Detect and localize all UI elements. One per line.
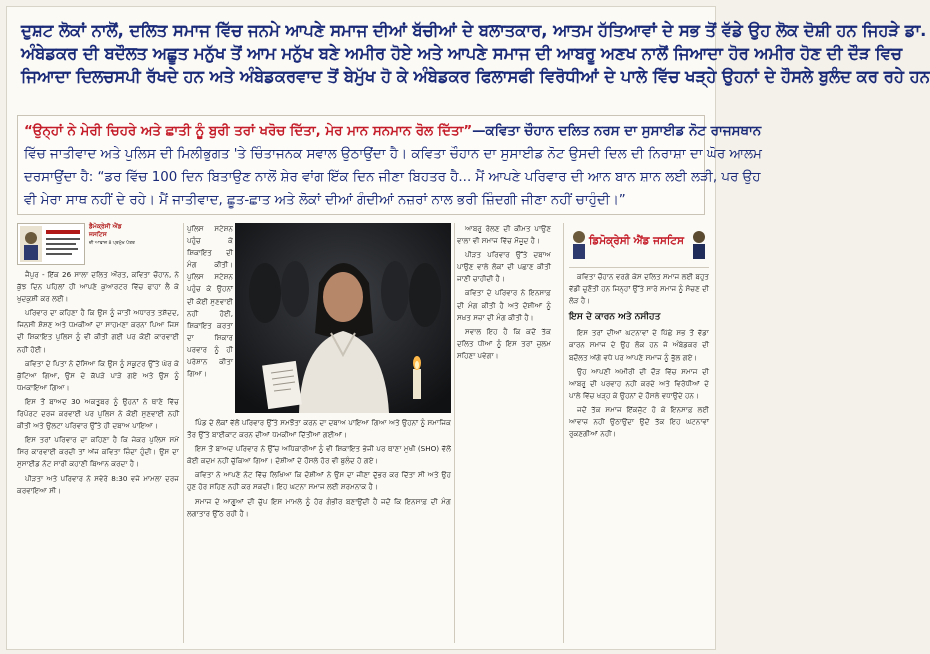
quote-line (24, 120, 762, 143)
quote-highlight: “ਉਨ੍ਹਾਂ ਨੇ ਮੇਰੀ ਚਿਹਰੇ ਅਤੇ ਛਾਤੀ ਨੂੰ ਬੁਰੀ ਤਰਾਂ ਖਰੋਚ ਦਿੱਤਾ, ਮੇਰ ਮਾਨ ਸਨਮਾਨ ਰੋਲ ਦਿੱਤਾ” (24, 124, 473, 139)
paragraph: ਸਮਾਜ ਦੇ ਆਗੂਆਂ ਦੀ ਚੁੱਪ ਇਸ ਮਾਮਲੇ ਨੂੰ ਹੋਰ ਗੰਭੀਰ ਬਣਾਉਂਦੀ ਹੈ ਜਦੋਂ ਕਿ ਇਨਸਾਫ਼ ਦੀ ਮੰਗ ਲਗਾਤਾਰ ਉੱਠ ਰਹੀ ਹੈ। (187, 496, 451, 518)
paragraph: ਇਸ ਤਰਾਂ ਦੀਆਂ ਘਟਨਾਵਾਂ ਦੇ ਪਿੱਛੇ ਸਭ ਤੋਂ ਵੱਡਾ ਕਾਰਨ ਸਮਾਜ ਦੇ ਉਹ ਲੋਕ ਹਨ ਜੋ ਅੰਬੇਡਕਰ ਦੀ ਬਦੌਲਤ ਅੱਗੇ ਵਧੇ ਪਰ ਆਪਣੇ ਸਮਾਜ ਨੂੰ ਭੁੱਲ ਗਏ। (569, 328, 709, 362)
section-heading: ਇਸ ਦੇ ਕਾਰਨ ਅਤੇ ਨਸੀਹਤ (569, 312, 661, 323)
paragraph: ਇਸ ਤੋਂ ਬਾਅਦ 30 ਅਕਤੂਬਰ ਨੂੰ ਉਹਨਾਂ ਨੇ ਥਾਣੇ ਵਿੱਚ ਰਿਪੋਰਟ ਦਰਜ ਕਰਵਾਈ ਪਰ ਪੁਲਿਸ ਨੇ ਕੋਈ ਸੁਣਵਾਈ ਨਹੀਂ ਕੀਤੀ ਅਤੇ ਉਲਟਾ ਪਰਿਵਾਰ ਉੱਤੇ ਹੀ ਦਬਾਅ ਪਾਇਆ। (17, 396, 179, 431)
masthead-subtitle: ਦੀ ਆਵਾਜ਼ 8 ਪ੍ਰਮੁੱਖ ਪੱਤਰ (89, 241, 135, 246)
headline-line: ਜਿਆਦਾ ਦਿਲਚਸਪੀ ਰੱਖਦੇ ਹਨ ਅਤੇ ਅੰਬੇਡਕਰਵਾਦ ਤੋਂ ਬੇਮੁੱਖ ਹੋ ਕੇ ਅੰਬੇਡਕਰ ਫਿਲਾਸਫੀ ਵਿਰੋਧੀਆਂ ਦੇ ਪਾਲੇ ਵਿੱਚ ਖੜ੍ਹੇ ਉਹਨਾਂ ਦੇ ਹੌਸਲੇ ਬੁਲੰਦ ਕਰ ਰਹੇ ਹਨ (21, 67, 930, 86)
quote-line: ਵਿੱਚ ਜਾਤੀਵਾਦ ਅਤੇ ਪੁਲਿਸ ਦੀ ਮਿਲੀਭੁਗਤ 'ਤੇ ਚਿੰਤਾਜਨਕ ਸਵਾਲ ਉਠਾਉਂਦਾ ਹੈ। ਕਵਿਤਾ ਚੌਹਾਨ ਦਾ ਸੁਸਾਈਡ ਨੋਟ ਉਸਦੀ ਦਿਲ ਦੀ ਨਿਰਾਸ਼ਾ ਦਾ ਘੋਰ ਆਲਮ (24, 147, 762, 162)
column-1 (17, 269, 179, 643)
brand-banner (569, 223, 709, 268)
paragraph: ਆਬਰੂ ਰੋਲਣ ਦੀ ਕੀਮਤ ਪਾਉਣ ਵਾਲਾ ਵੀ ਸਮਾਜ ਵਿੱਚ ਮੌਜੂਦ ਹੈ। (457, 224, 551, 246)
paragraph: ਇਸ ਤਰਾਂ ਪਰਿਵਾਰ ਦਾ ਕਹਿਣਾ ਹੈ ਕਿ ਜੇਕਰ ਪੁਲਿਸ ਸਮੇਂ ਸਿਰ ਕਾਰਵਾਈ ਕਰਦੀ ਤਾਂ ਅੱਜ ਕਵਿਤਾ ਜ਼ਿੰਦਾ ਹੁੰਦੀ। ਉਸ ਦਾ ਸੁਸਾਈਡ ਨੋਟ ਸਾਰੀ ਕਹਾਣੀ ਬਿਆਨ ਕਰਦਾ ਹੈ। (17, 435, 179, 469)
paragraph: ਜੈਪੁਰ - ਇੱਕ 26 ਸਾਲਾ ਦਲਿਤ ਔਰਤ, ਕਵਿਤਾ ਚੌਹਾਨ, ਨੇ ਕੁੱਝ ਦਿਨ ਪਹਿਲਾਂ ਹੀ ਆਪਣੇ ਕੁਆਰਟਰ ਵਿੱਚ ਫਾਹਾ ਲੈ ਕੇ ਖੁਦਕੁਸ਼ੀ ਕਰ ਲਈ। (17, 270, 179, 304)
paragraph: ਪੀੜਤ ਪਰਿਵਾਰ ਉੱਤੇ ਦਬਾਅ ਪਾਉਣ ਵਾਲੇ ਲੋਕਾਂ ਦੀ ਪਛਾਣ ਕੀਤੀ ਜਾਣੀ ਚਾਹੀਦੀ ਹੈ। (457, 250, 551, 284)
column-divider (563, 223, 564, 643)
column-3 (457, 223, 551, 643)
main-headline (21, 19, 930, 88)
news-photo (235, 223, 451, 413)
masthead-title (89, 223, 141, 247)
quote-line: ਵੀ ਮੇਰਾ ਸਾਥ ਨਹੀਂ ਦੇ ਰਹੇ। ਮੈਂ ਜਾਤੀਵਾਦ, ਛੂਤ-ਛਾਤ ਅਤੇ ਲੋਕਾਂ ਦੀਆਂ ਗੰਦੀਆਂ ਨਜ਼ਰਾਂ ਨਾਲ ਭਰੀ ਜ਼ਿੰਦਗੀ ਜੀਣਾ ਨਹੀਂ ਚਾਹੁੰਦੀ।” (24, 193, 626, 208)
masthead-logo (17, 223, 85, 265)
paragraph: ਪਿੰਡ ਦੇ ਲੋਕਾਂ ਵੱਲੋਂ ਪਰਿਵਾਰ ਉੱਤੇ ਸਮਝੌਤਾ ਕਰਨ ਦਾ ਦਬਾਅ ਪਾਇਆ ਗਿਆ ਅਤੇ ਉਹਨਾਂ ਨੂੰ ਸਮਾਜਿਕ ਤੌਰ ਉੱਤੇ ਬਾਈਕਾਟ ਕਰਨ ਦੀਆਂ ਧਮਕੀਆਂ ਦਿੱਤੀਆਂ ਗਈਆਂ। (187, 418, 451, 440)
paragraph: ਕਵਿਤਾ ਦੇ ਪਿਤਾ ਨੇ ਦੱਸਿਆ ਕਿ ਉਸ ਨੂੰ ਸਕੂਟਰ ਉੱਤੇ ਘੇਰ ਕੇ ਕੁੱਟਿਆ ਗਿਆ, ਉਸ ਦੇ ਕੱਪੜੇ ਪਾੜੇ ਗਏ ਅਤੇ ਉਸ ਨੂੰ ਧਮਕਾਇਆ ਗਿਆ। (17, 358, 179, 392)
portrait-icon (691, 229, 707, 259)
paragraph: ਕਵਿਤਾ ਚੌਹਾਨ ਵਰਗੇ ਕੇਸ ਦਲਿਤ ਸਮਾਜ ਲਈ ਬਹੁਤ ਵੱਡੀ ਚੁਣੌਤੀ ਹਨ ਜਿਨ੍ਹਾਂ ਉੱਤੇ ਸਾਰੇ ਸਮਾਜ ਨੂੰ ਸੋਚਣ ਦੀ ਲੋੜ ਹੈ। (569, 272, 709, 306)
column-2-bottom (187, 417, 451, 643)
nurse-portrait-image (235, 223, 451, 413)
quote-box (17, 115, 762, 215)
column-2-top (187, 223, 233, 413)
quote-text (24, 120, 762, 212)
paragraph: ਕਵਿਤਾ ਨੇ ਆਪਣੇ ਨੋਟ ਵਿੱਚ ਲਿਖਿਆ ਕਿ ਦੋਸ਼ੀਆਂ ਨੇ ਉਸ ਦਾ ਜੀਣਾ ਦੁੱਭਰ ਕਰ ਦਿੱਤਾ ਸੀ ਅਤੇ ਉਹ ਹੁਣ ਹੋਰ ਸਹਿਣ ਨਹੀਂ ਕਰ ਸਕਦੀ। ਇਹ ਘਟਨਾ ਸਮਾਜ ਲਈ ਸ਼ਰਮਨਾਕ ਹੈ। (187, 470, 451, 492)
headline-line: ਦੁਸ਼ਟ ਲੋਕਾਂ ਨਾਲੋਂ, ਦਲਿਤ ਸਮਾਜ ਵਿੱਚ ਜਨਮੇ ਆਪਣੇ ਸਮਾਜ ਦੀਆਂ ਬੱਚੀਆਂ ਦੇ ਬਲਾਤਕਾਰ, ਆਤਮ ਹੱਤਿਆਵਾਂ ਦੇ ਸਭ ਤੋਂ ਵੱਡੇ ਉਹ ਲੋਕ ਦੋਸ਼ੀ ਹਨ ਜਿਹੜੇ ਡਾ. (21, 21, 927, 40)
column-4 (569, 271, 709, 643)
portrait-icon (571, 229, 587, 259)
headline-line: ਅੰਬੇਡਕਰ ਦੀ ਬਦੌਲਤ ਅਛੂਤ ਮਨੁੱਖ ਤੋਂ ਆਮ ਮਨੁੱਖ ਬਣੇ ਅਮੀਰ ਹੋਏ ਅਤੇ ਆਪਣੇ ਸਮਾਜ ਦੀ ਆਬਰੂ ਅਣਖ ਨਾਲੋਂ ਜਿਆਦਾ ਹੋਰ ਅਮੀਰ ਹੋਣ ਦੀ ਦੌੜ ਵਿਚ (21, 44, 902, 63)
logo-icon (18, 224, 84, 264)
brand-name: ਡਿਮੋਕ੍ਰੇਸੀ ਐਂਡ ਜਸਟਿਸ (589, 235, 685, 247)
paragraph: ਪੁਲਿਸ ਸਟੇਸ਼ਨ ਪਹੁੰਚ ਕੇ ਸ਼ਿਕਾਇਤ ਦੀ ਮੰਗ ਕੀਤੀ। ਪੁਲਿਸ ਸਟੇਸ਼ਨ ਪਹੁੰਚ ਕੇ ਉਹਨਾਂ ਦੀ ਕੋਈ ਸੁਣਵਾਈ ਨਹੀਂ ਹੋਈ, ਸ਼ਿਕਾਇਤ ਕਰਤਾ ਦਾ ਸ਼ਿਕਾਰ ਪਰਵਾਰ ਨੂੰ ਹੀ ਪਰੇਸ਼ਾਨ ਕੀਤਾ ਗਿਆ। (187, 224, 233, 379)
paragraph: ਇਸ ਤੋਂ ਬਾਅਦ ਪਰਿਵਾਰ ਨੇ ਉੱਚ ਅਧਿਕਾਰੀਆਂ ਨੂੰ ਵੀ ਸ਼ਿਕਾਇਤ ਭੇਜੀ ਪਰ ਥਾਣਾ ਮੁਖੀ (SHO) ਵੱਲੋਂ ਕੋਈ ਕਦਮ ਨਹੀਂ ਚੁੱਕਿਆ ਗਿਆ। ਦੋਸ਼ੀਆਂ ਦੇ ਹੌਸਲੇ ਹੋਰ ਵੀ ਬੁਲੰਦ ਹੋ ਗਏ। (187, 444, 451, 466)
column-divider (183, 223, 184, 643)
paragraph: ਸਵਾਲ ਇਹ ਹੈ ਕਿ ਕਦੋਂ ਤੱਕ ਦਲਿਤ ਧੀਆਂ ਨੂੰ ਇਸ ਤਰਾਂ ਜ਼ੁਲਮ ਸਹਿਣਾ ਪਵੇਗਾ। (457, 326, 551, 360)
newspaper-page (6, 6, 930, 650)
paragraph: ਕਵਿਤਾ ਦੇ ਪਰਿਵਾਰ ਨੇ ਇਨਸਾਫ਼ ਦੀ ਮੰਗ ਕੀਤੀ ਹੈ ਅਤੇ ਦੋਸ਼ੀਆਂ ਨੂੰ ਸਖ਼ਤ ਸਜ਼ਾ ਦੀ ਮੰਗ ਕੀਤੀ ਹੈ। (457, 288, 551, 322)
quote-line: ਦਰਸਾਉਂਦਾ ਹੈ: “ਡਰ ਵਿੱਚ 100 ਦਿਨ ਬਿਤਾਉਣ ਨਾਲੋਂ ਸ਼ੇਰ ਵਾਂਗ ਇੱਕ ਦਿਨ ਜੀਣਾ ਬਿਹਤਰ ਹੈ... ਮੈਂ ਆਪਣੇ ਪਰਿਵਾਰ ਦੀ ਆਨ ਬਾਨ ਸ਼ਾਨ ਲਈ ਲੜੀ, ਪਰ ਉਹ (24, 170, 761, 185)
column-divider (454, 223, 455, 643)
paragraph: ਉਹ ਆਪਣੀ ਅਮੀਰੀ ਦੀ ਦੌੜ ਵਿੱਚ ਸਮਾਜ ਦੀ ਆਬਰੂ ਦੀ ਪਰਵਾਹ ਨਹੀਂ ਕਰਦੇ ਅਤੇ ਵਿਰੋਧੀਆਂ ਦੇ ਪਾਲੇ ਵਿੱਚ ਖੜ੍ਹ ਕੇ ਉਹਨਾਂ ਦੇ ਹੌਸਲੇ ਵਧਾਉਂਦੇ ਹਨ। (569, 366, 709, 400)
paragraph: ਪੀੜਤਾ ਅਤੇ ਪਰਿਵਾਰ ਨੇ ਸਵੇਰੇ 8:30 ਵਜੇ ਮਾਮਲਾ ਦਰਜ ਕਰਵਾਇਆ ਸੀ। (17, 473, 179, 495)
paragraph: ਪਰਿਵਾਰ ਦਾ ਕਹਿਣਾ ਹੈ ਕਿ ਉਸ ਨੂੰ ਜਾਤੀ ਅਧਾਰਤ ਤਸ਼ੱਦਦ, ਜਿਨਸੀ ਸ਼ੋਸ਼ਣ ਅਤੇ ਧਮਕੀਆਂ ਦਾ ਸਾਹਮਣਾ ਕਰਨਾ ਪਿਆ ਜਿਸ ਦੀ ਸ਼ਿਕਾਇਤ ਪੁਲਿਸ ਨੂੰ ਵੀ ਕੀਤੀ ਗਈ ਪਰ ਕੋਈ ਕਾਰਵਾਈ ਨਹੀਂ ਹੋਈ। (17, 308, 179, 354)
masthead-name: ਡੈਮੋਕ੍ਰੇਸੀ ਐਂਡ ਜਸਟਿਸ (89, 223, 122, 238)
paragraph: ਜਦੋਂ ਤੱਕ ਸਮਾਜ ਇੱਕਜੁੱਟ ਹੋ ਕੇ ਇਨਸਾਫ਼ ਲਈ ਆਵਾਜ਼ ਨਹੀਂ ਉਠਾਉਂਦਾ ਉਦੋਂ ਤੱਕ ਇਹ ਘਟਨਾਵਾਂ ਰੁਕਣਗੀਆਂ ਨਹੀਂ। (569, 404, 709, 439)
quote-source: —ਕਵਿਤਾ ਚੌਹਾਨ ਦਲਿਤ ਨਰਸ ਦਾ ਸੁਸਾਈਡ ਨੋਟ ਰਾਜਸਥਾਨ (472, 124, 762, 139)
